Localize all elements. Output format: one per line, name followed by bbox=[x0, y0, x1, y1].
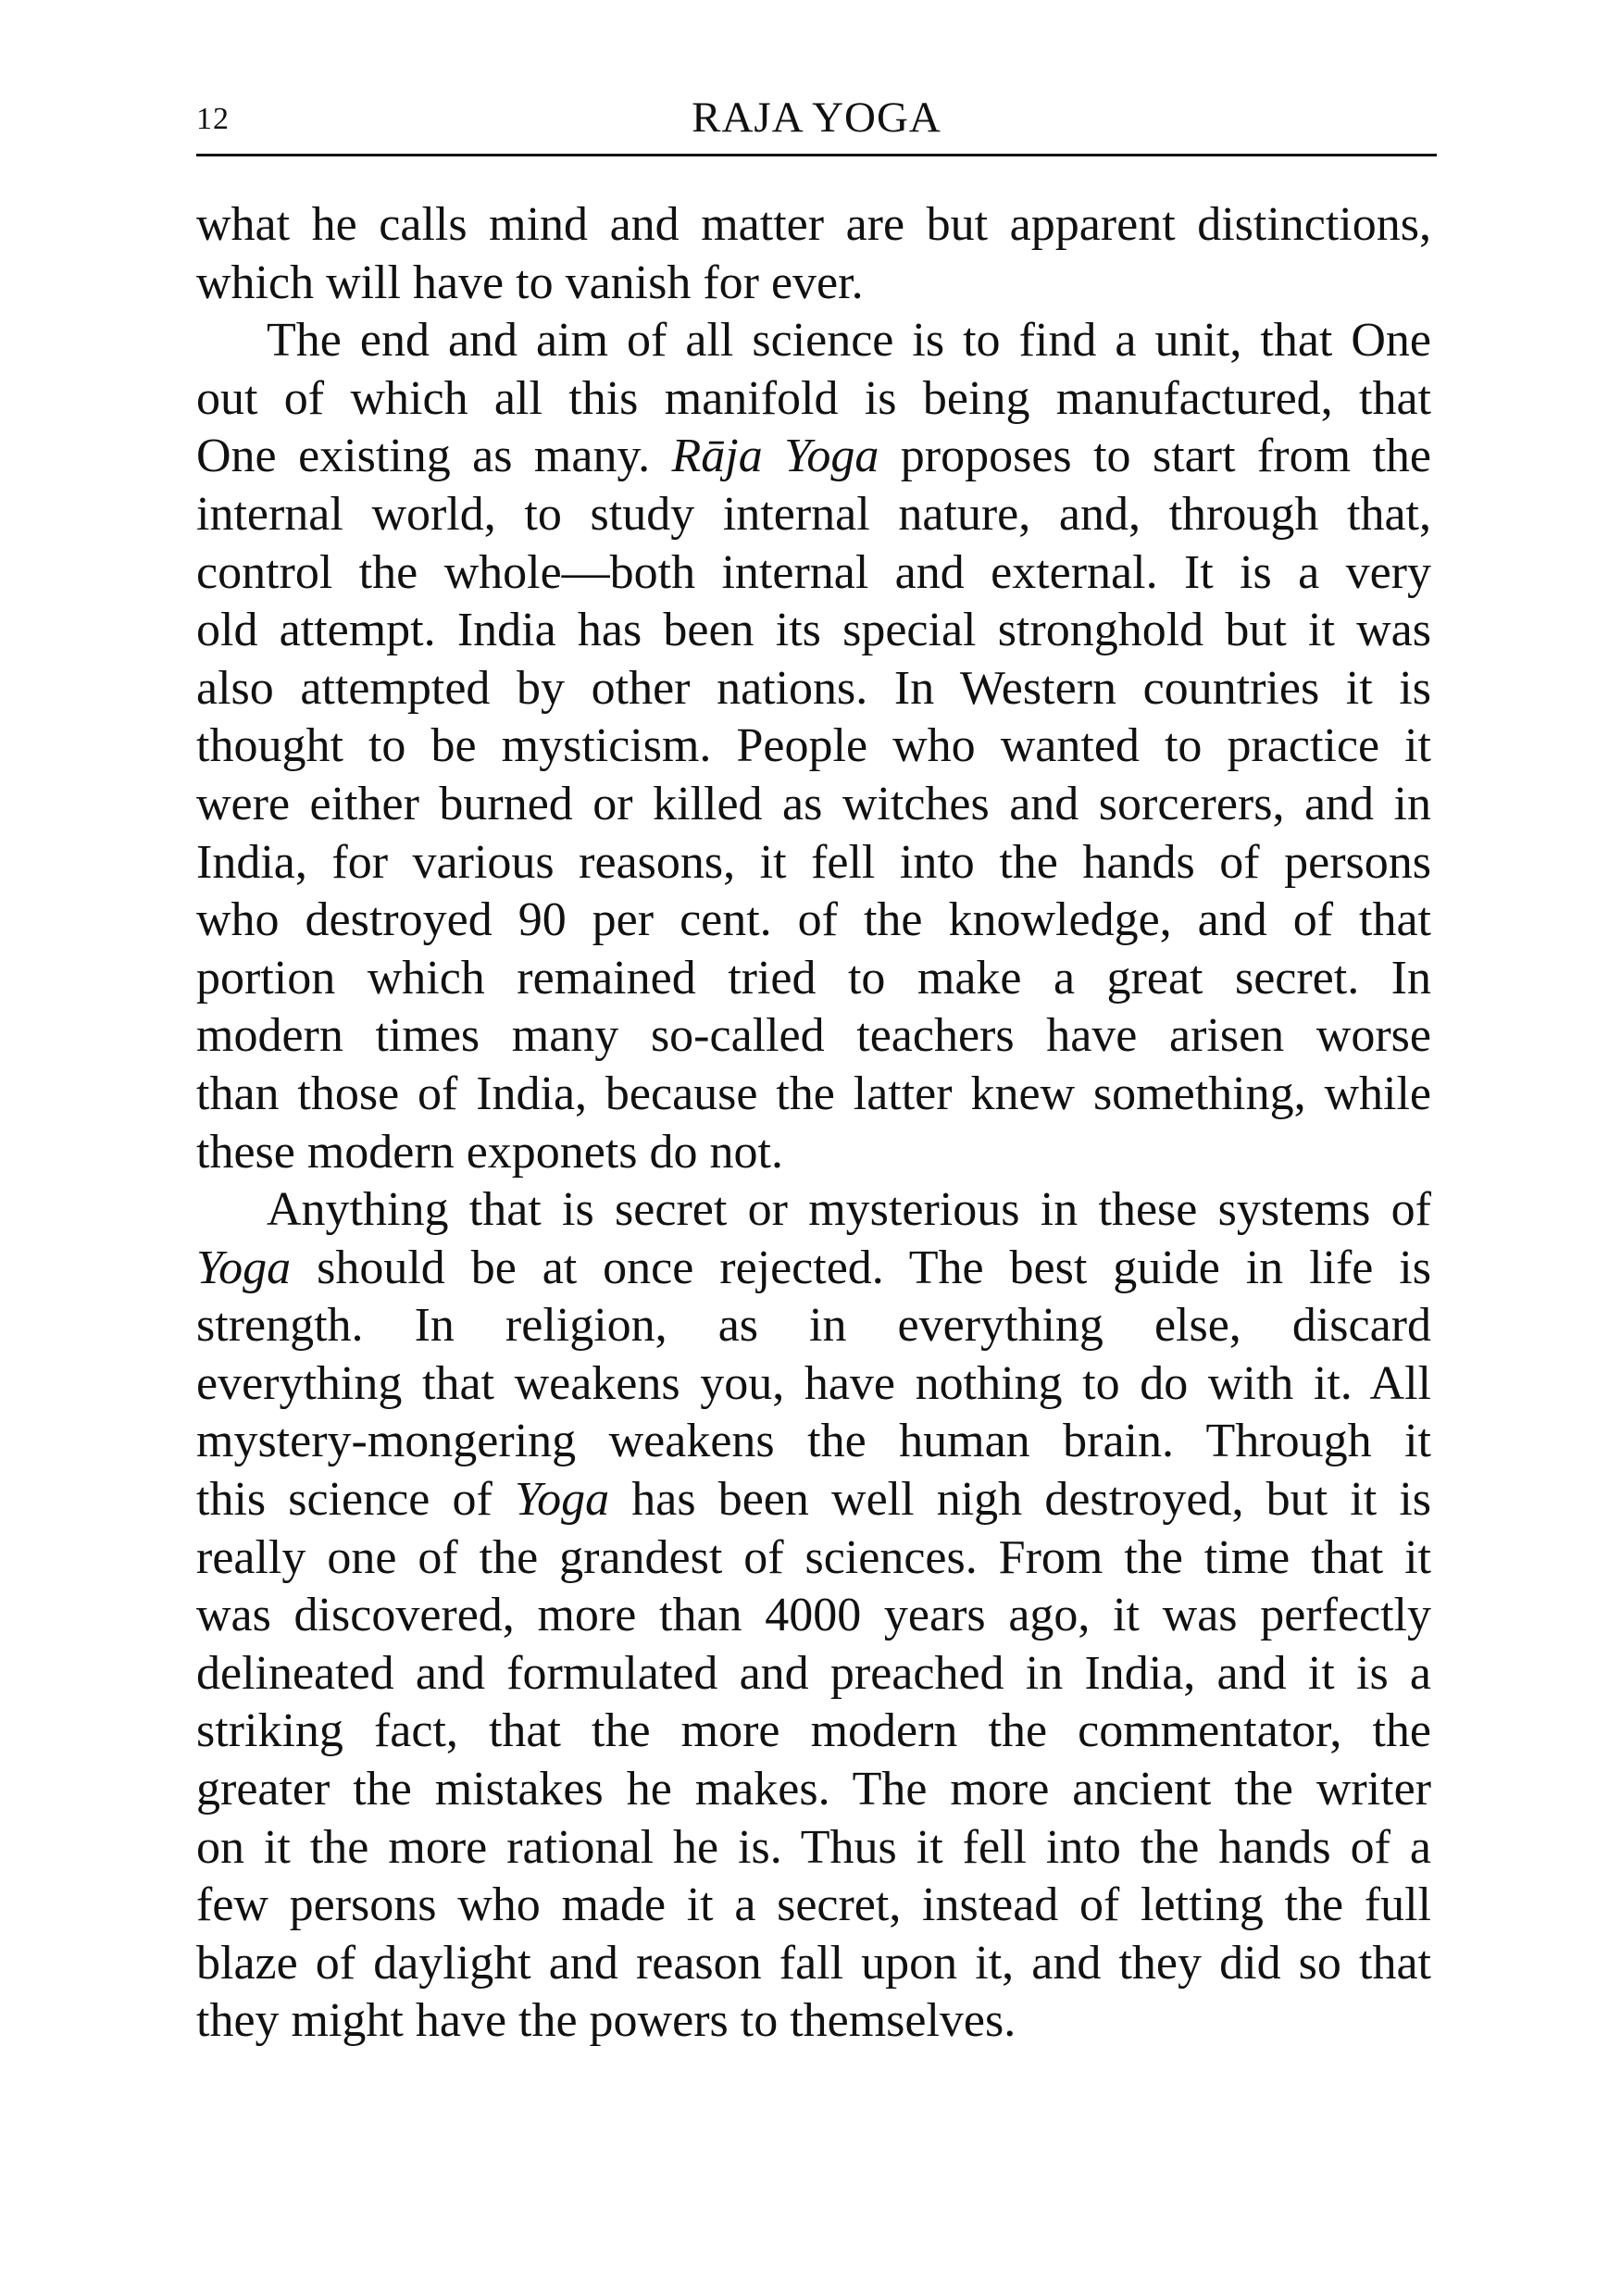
text-segment: blaze of daylight and reason fall upon it, and they did so that bbox=[196, 1936, 1431, 1990]
italic-text: Rāja Yoga bbox=[671, 430, 879, 483]
text-line bbox=[196, 428, 1431, 486]
body-text bbox=[196, 196, 1431, 2051]
text-line bbox=[196, 1819, 1431, 1878]
text-line bbox=[196, 1471, 1431, 1529]
text-line bbox=[196, 196, 1431, 255]
text-line bbox=[196, 1240, 1431, 1298]
text-segment: out of which all this manifold is being manufactured, that bbox=[196, 371, 1431, 425]
text-line bbox=[196, 312, 1431, 370]
text-segment: few persons who made it a secret, instead of letting the full bbox=[196, 1878, 1431, 1932]
text-line bbox=[196, 544, 1431, 603]
text-segment: than those of India, because the latter knew something, while bbox=[196, 1067, 1431, 1120]
running-header bbox=[196, 93, 1437, 154]
text-segment: were either burned or killed as witches and sorcerers, and in bbox=[196, 777, 1431, 830]
text-line bbox=[196, 776, 1431, 834]
text-segment: also attempted by other nations. In Western countries it is bbox=[196, 661, 1431, 715]
text-segment: this science of bbox=[196, 1473, 515, 1527]
text-line bbox=[196, 718, 1431, 776]
text-segment: internal world, to study internal nature, and, through that, bbox=[196, 487, 1431, 541]
text-segment: strength. In religion, as in everything else, discard bbox=[196, 1299, 1431, 1353]
text-segment: everything that weakens you, have nothing to do with it. All bbox=[196, 1356, 1431, 1410]
text-segment: has been well nigh destroyed, but it is bbox=[609, 1473, 1432, 1527]
text-segment: what he calls mind and matter are but apparent distinctions, bbox=[196, 198, 1431, 251]
text-line bbox=[196, 602, 1431, 660]
text-line bbox=[196, 660, 1431, 718]
text-segment: India, for various reasons, it fell into the hands of persons bbox=[196, 835, 1431, 889]
text-segment: proposes to start from the bbox=[879, 430, 1432, 483]
text-line bbox=[196, 1992, 1431, 2051]
text-segment: old attempt. India has been its special stronghold but it was bbox=[196, 604, 1431, 657]
text-segment: striking fact, that the more modern the commentator, the bbox=[196, 1704, 1431, 1758]
text-line bbox=[196, 1935, 1431, 1993]
text-line bbox=[196, 1124, 1431, 1182]
running-title: RAJA YOGA bbox=[692, 94, 941, 142]
text-line bbox=[196, 834, 1431, 892]
text-segment: portion which remained tried to make a great secret. In bbox=[196, 951, 1431, 1004]
text-line bbox=[196, 1413, 1431, 1471]
text-segment: modern times many so-called teachers have arisen worse bbox=[196, 1009, 1431, 1063]
text-line bbox=[196, 1066, 1431, 1124]
text-segment: was discovered, more than 4000 years ago, it was perfectly bbox=[196, 1589, 1431, 1642]
text-line bbox=[196, 486, 1431, 544]
text-line bbox=[196, 370, 1431, 429]
text-segment: really one of the grandest of sciences. From the time that it bbox=[196, 1530, 1431, 1584]
text-line bbox=[196, 892, 1431, 950]
text-segment: these modern exponets do not. bbox=[196, 1125, 783, 1179]
text-line bbox=[196, 1529, 1431, 1588]
header-rule bbox=[196, 154, 1437, 156]
text-segment: Anything that is secret or mysterious in these systems of bbox=[267, 1183, 1431, 1237]
text-segment: mystery-mongering weakens the human brain. Through it bbox=[196, 1415, 1431, 1468]
text-segment: should be at once rejected. The best guide in life is bbox=[291, 1241, 1431, 1294]
text-segment: they might have the powers to themselves. bbox=[196, 1994, 1016, 2048]
text-line bbox=[196, 950, 1431, 1008]
text-line bbox=[196, 1877, 1431, 1935]
text-segment: The end and aim of all science is to find a unit, that One bbox=[267, 314, 1431, 368]
italic-text: Yoga bbox=[196, 1241, 292, 1294]
text-line bbox=[196, 1355, 1431, 1414]
text-segment: greater the mistakes he makes. The more ancient the writer bbox=[196, 1763, 1431, 1816]
text-segment: which will have to vanish for ever. bbox=[196, 256, 864, 309]
text-line bbox=[196, 1181, 1431, 1240]
page-number: 12 bbox=[196, 102, 230, 136]
text-line bbox=[196, 1297, 1431, 1355]
text-segment: One existing as many. bbox=[196, 430, 672, 483]
text-line bbox=[196, 1761, 1431, 1819]
text-segment: control the whole—both internal and external. It is a very bbox=[196, 545, 1431, 599]
text-line bbox=[196, 1703, 1431, 1761]
italic-text: Yoga bbox=[514, 1473, 610, 1527]
text-line bbox=[196, 1007, 1431, 1066]
text-segment: delineated and formulated and preached in India, and it is a bbox=[196, 1646, 1431, 1700]
text-line bbox=[196, 255, 1431, 313]
text-segment: thought to be mysticism. People who wanted to practice it bbox=[196, 719, 1431, 773]
text-segment: on it the more rational he is. Thus it fell into the hands of a bbox=[196, 1820, 1431, 1874]
text-segment: who destroyed 90 per cent. of the knowledge, and of that bbox=[196, 893, 1431, 947]
text-line bbox=[196, 1645, 1431, 1703]
text-line bbox=[196, 1587, 1431, 1645]
